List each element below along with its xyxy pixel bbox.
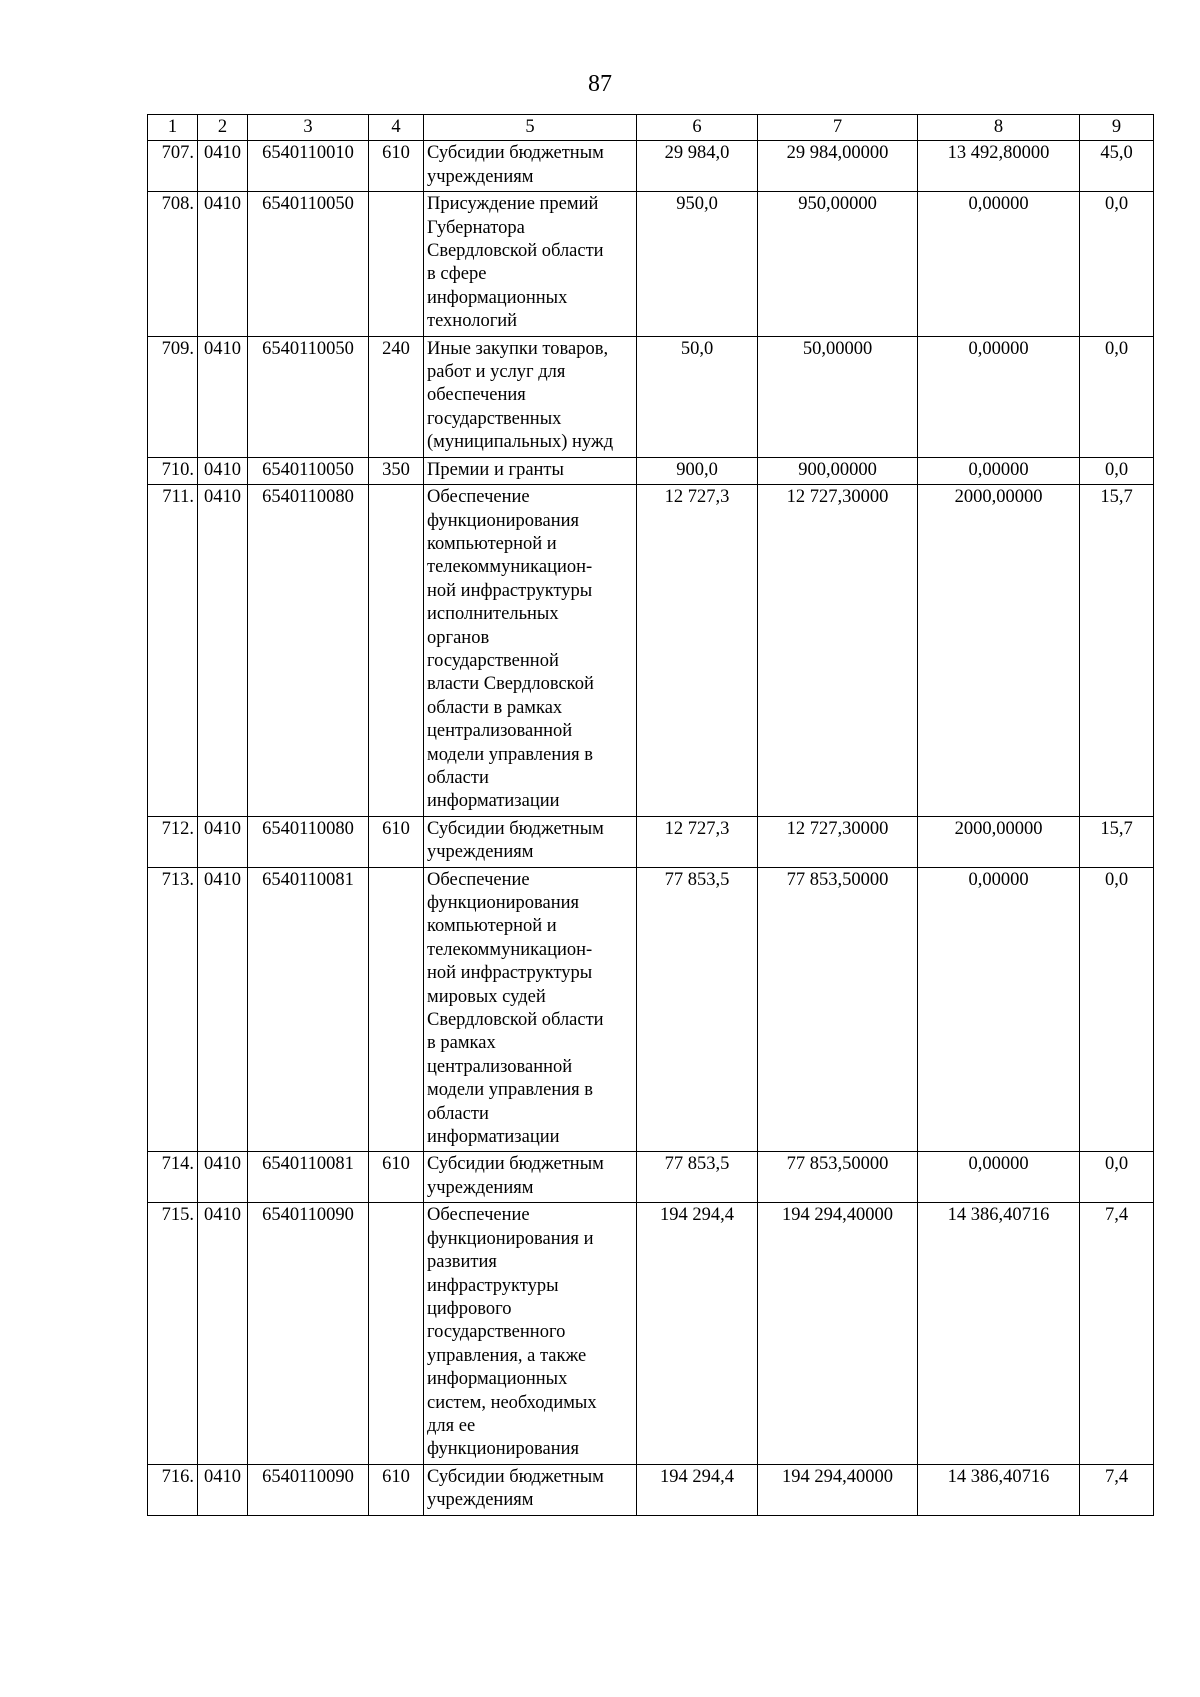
expense-type-cell (369, 192, 424, 336)
executed-amount-cell: 2000,00000 (918, 816, 1080, 867)
section-code-cell: 0410 (198, 1203, 248, 1464)
section-code-cell: 0410 (198, 816, 248, 867)
table-row (148, 816, 1154, 867)
table-header (148, 115, 1154, 141)
table-row (148, 141, 1154, 192)
item-name-line: функционирования (427, 893, 580, 913)
limits-amount-cell: 194 294,40000 (758, 1464, 918, 1515)
section-code-cell: 0410 (198, 867, 248, 1152)
limits-amount-cell: 12 727,30000 (758, 816, 918, 867)
item-name-line: государственной (427, 650, 559, 671)
item-name-line: ной инфраструктуры (427, 963, 593, 984)
row-number-cell: 709. (148, 336, 198, 457)
table-row (148, 336, 1154, 457)
item-name-line: ной инфраструктуры (427, 580, 593, 601)
expense-type-cell (369, 867, 424, 1152)
planned-amount-cell: 77 853,5 (637, 1152, 758, 1203)
target-code-cell: 6540110090 (248, 1464, 369, 1515)
executed-amount-cell: 14 386,40716 (918, 1464, 1080, 1515)
limits-amount-cell: 29 984,00000 (758, 141, 918, 192)
table-body (148, 141, 1154, 1515)
expense-type-cell: 610 (369, 141, 424, 192)
section-code-cell: 0410 (198, 457, 248, 484)
target-code-cell: 6540110090 (248, 1203, 369, 1464)
item-name-line: централизованной (427, 1056, 573, 1077)
item-name-line: Свердловской области (427, 241, 604, 262)
item-name-line: области (427, 1103, 489, 1124)
expense-type-cell: 240 (369, 336, 424, 457)
item-name-line: Обеспечение (427, 1205, 530, 1226)
table-row (148, 867, 1154, 1152)
item-name-line: Свердловской области (427, 1010, 604, 1031)
item-name-cell (424, 867, 637, 1152)
limits-amount-cell: 50,00000 (758, 336, 918, 457)
planned-amount-cell: 29 984,0 (637, 141, 758, 192)
item-name-line: инфраструктуры (427, 1275, 559, 1296)
item-name-cell (424, 485, 637, 817)
percent-cell: 0,0 (1080, 867, 1154, 1152)
target-code-cell: 6540110050 (248, 457, 369, 484)
column-header: 7 (758, 115, 918, 141)
planned-amount-cell: 194 294,4 (637, 1464, 758, 1515)
limits-amount-cell: 950,00000 (758, 192, 918, 336)
expense-type-cell: 610 (369, 816, 424, 867)
executed-amount-cell: 0,00000 (918, 457, 1080, 484)
executed-amount-cell: 0,00000 (918, 336, 1080, 457)
item-name-line: Премии и гранты (427, 459, 564, 480)
page-number: 87 (588, 71, 612, 97)
row-number-cell: 708. (148, 192, 198, 336)
expense-type-cell (369, 485, 424, 817)
expense-type-cell (369, 1203, 424, 1464)
item-name-line: (муниципальных) нужд (427, 432, 614, 453)
section-code-cell: 0410 (198, 1152, 248, 1203)
limits-amount-cell: 900,00000 (758, 457, 918, 484)
item-name-line: учреждениям (427, 166, 534, 187)
item-name-line: государственного (427, 1322, 566, 1343)
row-number-cell: 715. (148, 1203, 198, 1464)
item-name-line: модели управления в (427, 1080, 594, 1101)
item-name-cell (424, 336, 637, 457)
header-row (148, 115, 1154, 141)
target-code-cell: 6540110010 (248, 141, 369, 192)
item-name-line: в рамках (427, 1033, 496, 1054)
item-name-line: развития (427, 1252, 497, 1273)
item-name-line: Присуждение премий (427, 194, 599, 215)
item-name-line: работ и услуг для (427, 362, 566, 383)
percent-cell: 0,0 (1080, 457, 1154, 484)
percent-cell: 15,7 (1080, 816, 1154, 867)
executed-amount-cell: 0,00000 (918, 1152, 1080, 1203)
row-number-cell: 716. (148, 1464, 198, 1515)
item-name-line: Субсидии бюджетным (427, 818, 604, 839)
item-name-line: информационных (427, 1369, 568, 1390)
percent-cell: 7,4 (1080, 1203, 1154, 1464)
table-row (148, 1203, 1154, 1464)
planned-amount-cell: 194 294,4 (637, 1203, 758, 1464)
row-number-cell: 714. (148, 1152, 198, 1203)
table-row (148, 485, 1154, 817)
item-name-line: Субсидии бюджетным (427, 1466, 604, 1487)
limits-amount-cell: 194 294,40000 (758, 1203, 918, 1464)
table-row (148, 457, 1154, 484)
item-name-cell (424, 816, 637, 867)
section-code-cell: 0410 (198, 1464, 248, 1515)
planned-amount-cell: 12 727,3 (637, 816, 758, 867)
executed-amount-cell: 0,00000 (918, 867, 1080, 1152)
item-name-line: компьютерной и (427, 533, 557, 554)
table-row (148, 192, 1154, 336)
item-name-line: органов (427, 627, 490, 648)
item-name-line: учреждениям (427, 1490, 534, 1511)
item-name-line: телекоммуникацион- (427, 939, 593, 960)
percent-cell: 15,7 (1080, 485, 1154, 817)
item-name-line: систем, необходимых (427, 1392, 597, 1413)
item-name-line: в сфере (427, 264, 487, 285)
column-header: 5 (424, 115, 637, 141)
item-name-line: Субсидии бюджетным (427, 1154, 604, 1175)
item-name-line: Иные закупки товаров, (427, 338, 609, 359)
column-header: 3 (248, 115, 369, 141)
planned-amount-cell: 12 727,3 (637, 485, 758, 817)
item-name-line: Обеспечение (427, 869, 530, 890)
executed-amount-cell: 0,00000 (918, 192, 1080, 336)
column-header: 6 (637, 115, 758, 141)
item-name-cell (424, 1203, 637, 1464)
item-name-cell (424, 192, 637, 336)
item-name-line: функционирования и (427, 1228, 594, 1249)
target-code-cell: 6540110080 (248, 816, 369, 867)
column-header: 2 (198, 115, 248, 141)
item-name-line: Субсидии бюджетным (427, 143, 604, 164)
section-code-cell: 0410 (198, 192, 248, 336)
expense-type-cell: 610 (369, 1152, 424, 1203)
executed-amount-cell: 2000,00000 (918, 485, 1080, 817)
percent-cell: 7,4 (1080, 1464, 1154, 1515)
item-name-line: модели управления в (427, 744, 594, 765)
executed-amount-cell: 13 492,80000 (918, 141, 1080, 192)
item-name-line: Губернатора (427, 217, 525, 238)
item-name-line: области в рамках (427, 697, 563, 718)
planned-amount-cell: 77 853,5 (637, 867, 758, 1152)
item-name-line: области (427, 767, 489, 788)
limits-amount-cell: 12 727,30000 (758, 485, 918, 817)
item-name-line: власти Свердловской (427, 674, 594, 695)
item-name-cell (424, 457, 637, 484)
item-name-line: телекоммуникацион- (427, 557, 593, 578)
percent-cell: 45,0 (1080, 141, 1154, 192)
item-name-line: централизованной (427, 721, 573, 742)
item-name-cell (424, 1464, 637, 1515)
column-header: 4 (369, 115, 424, 141)
column-header: 1 (148, 115, 198, 141)
planned-amount-cell: 900,0 (637, 457, 758, 484)
target-code-cell: 6540110081 (248, 867, 369, 1152)
target-code-cell: 6540110080 (248, 485, 369, 817)
row-number-cell: 712. (148, 816, 198, 867)
item-name-line: управления, а также (427, 1345, 587, 1366)
item-name-line: учреждениям (427, 1177, 534, 1198)
column-header: 8 (918, 115, 1080, 141)
percent-cell: 0,0 (1080, 192, 1154, 336)
column-header: 9 (1080, 115, 1154, 141)
row-number-cell: 710. (148, 457, 198, 484)
item-name-cell (424, 1152, 637, 1203)
target-code-cell: 6540110050 (248, 192, 369, 336)
table-row (148, 1152, 1154, 1203)
item-name-line: мировых судей (427, 986, 546, 1007)
item-name-line: функционирования (427, 510, 580, 531)
item-name-line: для ее (427, 1415, 476, 1436)
item-name-line: учреждениям (427, 842, 534, 863)
row-number-cell: 713. (148, 867, 198, 1152)
item-name-line: информатизации (427, 791, 560, 812)
item-name-line: Обеспечение (427, 487, 530, 508)
item-name-cell (424, 141, 637, 192)
item-name-line: информационных (427, 287, 568, 308)
item-name-line: технологий (427, 311, 518, 332)
item-name-line: цифрового (427, 1298, 512, 1319)
expense-type-cell: 610 (369, 1464, 424, 1515)
target-code-cell: 6540110050 (248, 336, 369, 457)
planned-amount-cell: 50,0 (637, 336, 758, 457)
expense-type-cell: 350 (369, 457, 424, 484)
item-name-line: информатизации (427, 1127, 560, 1148)
row-number-cell: 707. (148, 141, 198, 192)
table-row (148, 1464, 1154, 1515)
percent-cell: 0,0 (1080, 336, 1154, 457)
item-name-line: исполнительных (427, 604, 559, 625)
section-code-cell: 0410 (198, 336, 248, 457)
section-code-cell: 0410 (198, 141, 248, 192)
executed-amount-cell: 14 386,40716 (918, 1203, 1080, 1464)
item-name-line: обеспечения (427, 385, 526, 406)
percent-cell: 0,0 (1080, 1152, 1154, 1203)
budget-table (147, 114, 1154, 1516)
section-code-cell: 0410 (198, 485, 248, 817)
item-name-line: компьютерной и (427, 916, 557, 937)
item-name-line: государственных (427, 408, 562, 429)
item-name-line: функционирования (427, 1439, 580, 1460)
planned-amount-cell: 950,0 (637, 192, 758, 336)
row-number-cell: 711. (148, 485, 198, 817)
target-code-cell: 6540110081 (248, 1152, 369, 1203)
limits-amount-cell: 77 853,50000 (758, 867, 918, 1152)
limits-amount-cell: 77 853,50000 (758, 1152, 918, 1203)
